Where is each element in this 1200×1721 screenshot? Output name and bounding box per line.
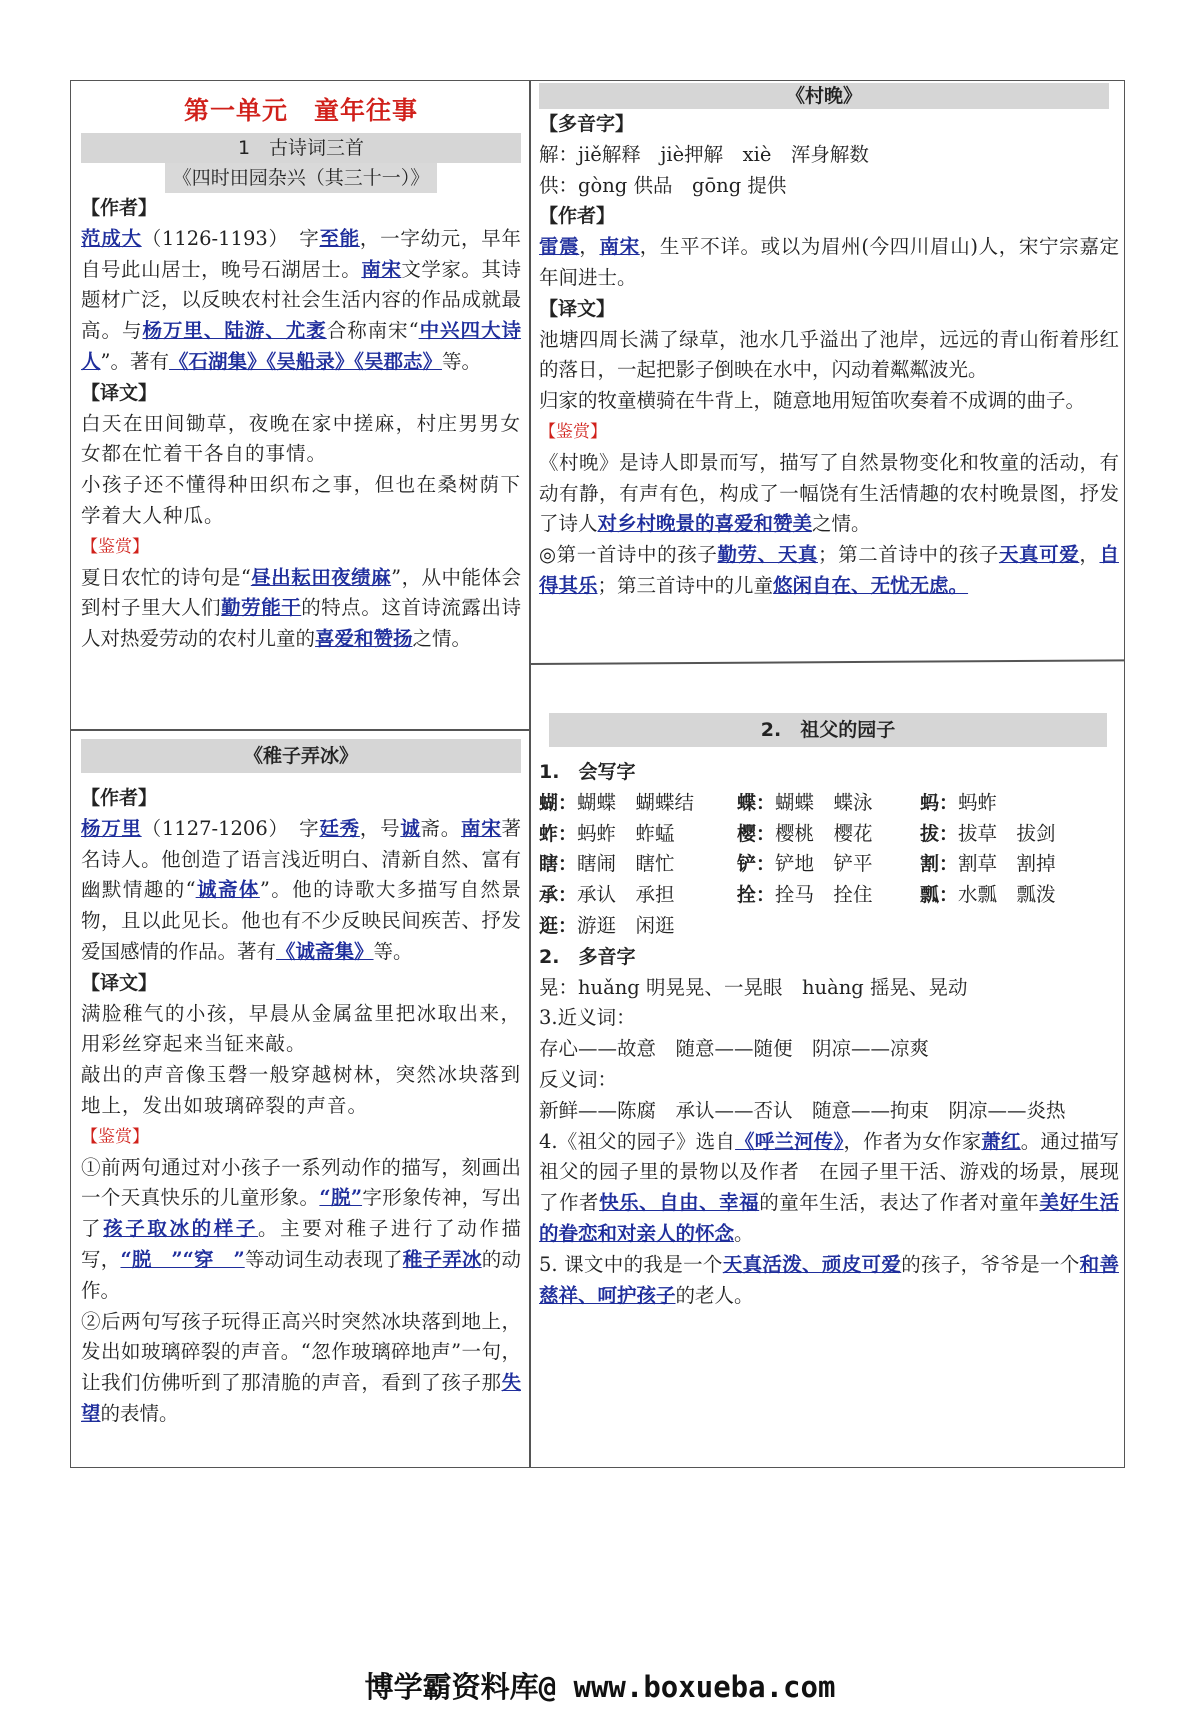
left-section-divider (71, 729, 529, 731)
poem1-translation-2: 小孩子还不懂得种田织布之事，但也在桑树荫下学着大人种瓜。 (81, 473, 521, 527)
poem3-section (539, 83, 1119, 602)
author-name: 范成大 (81, 226, 142, 250)
trait: 勤劳能干 (221, 596, 302, 620)
lesson2-polyphone-heading: 2. 多音字 (539, 945, 636, 968)
key-phrase: 稚子弄冰 (402, 1247, 482, 1271)
author-style: 诚斋体 (195, 878, 260, 902)
words: 蝴蝶 蝴蝶结 (577, 790, 695, 814)
appr-text: 的特点。这首诗流露出诗人对热爱劳动的农村儿童的 (81, 596, 521, 651)
bio-text: ”。著有 (100, 349, 169, 373)
words: 蝴蝶 蝶泳 (775, 790, 873, 814)
lesson2-section (539, 713, 1119, 1311)
item-text: 的童年生活，表达了作者对童年 (759, 1191, 1040, 1215)
author-name: 雷震 (539, 235, 580, 259)
appr-text: 之情。 (812, 512, 871, 536)
key-phrase: 快乐、自由、幸福 (599, 1191, 760, 1215)
appr-text: ”，从中能体会到村子里大人们 (81, 565, 521, 620)
words: 蚂蚱 (958, 790, 998, 814)
poem1-author-heading: 【作者】 (81, 197, 158, 219)
feeling: 喜爱和赞扬 (315, 627, 413, 651)
synonym-heading: 3.近义词： (539, 1006, 636, 1030)
poem1-appreciation (81, 563, 521, 655)
bio-text: ，一字幼元，早年自号此山居士，晚号石湖居士。 (81, 226, 521, 281)
words: 承认 承担 (577, 883, 675, 907)
key-phrase: 自得其乐 (539, 543, 1119, 597)
appr-text: ②后两句写孩子玩得正高兴时突然冰块落到地上，发出如玻璃碎裂的声音。“忽作玻璃碎地声”一句，让我们仿佛听到了那清脆的声音，看到了孩子那 (81, 1309, 521, 1395)
words: 拴马 拴住 (775, 883, 873, 907)
key-phrase: 勤劳、天真 (717, 543, 818, 567)
bio-text: ”。他的诗歌大多描写自然景物，且以此见长。他也有不少反映民间疾苦、抒发爱国感情的作品。著有 (81, 878, 521, 963)
poem3-polyphone-heading: 【多音字】 (539, 113, 635, 135)
poem1-translation-1: 白天在田间锄草，夜晚在家中搓麻，村庄男男女女都在忙着干各自的事情。 (81, 411, 521, 466)
key-phrase: 孩子取冰的样子 (103, 1217, 259, 1241)
zi-label: 字 (299, 226, 320, 250)
item-text: 4.《祖父的园子》选自 (539, 1129, 736, 1153)
write-row (539, 819, 1119, 850)
words: 游逛 闲逛 (577, 913, 675, 937)
words: 瞎闹 瞎忙 (577, 852, 675, 876)
compare-text: ◎第一首诗中的孩子 (539, 543, 718, 567)
char: 铲： (737, 853, 776, 876)
key-phrase: 对乡村晚景的喜爱和赞美 (597, 512, 813, 536)
write-row (539, 880, 1119, 911)
key-phrase: 悠闲自在、无忧无虑。 (773, 573, 969, 597)
bio-text: 文学家。其诗题材广泛，以反映农村社会生活内容的作品成就最高。与 (81, 257, 521, 343)
poem2-translation-2: 敲出的声音像玉磬一般穿越树林，突然冰块落到地上，发出如玻璃碎裂的声音。 (81, 1063, 521, 1117)
key-word: 失望 (81, 1371, 521, 1425)
author-years: （1127-1206） (141, 816, 279, 840)
words: 水瓢 瓢泼 (958, 883, 1056, 907)
hao-label: ，号 (359, 816, 401, 840)
author-zi: 廷秀 (319, 816, 360, 840)
appr-text: 等动词生动表现了 (244, 1247, 403, 1271)
item-text: 。 (734, 1221, 754, 1245)
write-row (539, 849, 1119, 880)
key-phrase: 美好生活的眷恋和对亲人的怀念 (539, 1191, 1119, 1245)
key-phrase: 和善慈祥、呵护孩子 (539, 1252, 1119, 1307)
char: 拔： (920, 822, 959, 845)
compare-text: ；第二首诗中的孩子 (817, 543, 999, 567)
poem3-appreciation (539, 448, 1119, 540)
poem3-translation-2: 归家的牧童横骑在牛背上，随意地用短笛吹奏着不成调的曲子。 (539, 389, 1086, 413)
words: 樱桃 樱花 (775, 821, 873, 845)
lesson2-item-4 (539, 1127, 1119, 1250)
key-verbs: “脱 ”“穿 ” (120, 1247, 245, 1271)
poem1-title: 《四时田园杂兴（其三十一）》 (165, 163, 438, 193)
char: 蝴： (539, 791, 578, 814)
poem2-appreciation-2 (81, 1307, 521, 1430)
item-text: 5. 课文中的我是一个 (539, 1252, 723, 1276)
poem3-author-heading: 【作者】 (539, 205, 616, 228)
poem1-translation-heading: 【译文】 (81, 381, 158, 404)
author-era: 南宋 (461, 816, 502, 840)
poem1-section (81, 89, 521, 655)
poem1-author-bio (81, 224, 521, 378)
poem2-section (81, 739, 521, 1430)
appr-text: 之情。 (412, 627, 472, 651)
author-hao: 诚 (400, 816, 421, 840)
bio-text: 斋。 (420, 816, 461, 840)
synonyms: 存心——故意 随意——随便 阴凉——凉爽 (539, 1037, 930, 1061)
poem3-polyphone-2: 供：gòng 供品 gōng 提供 (539, 173, 787, 197)
appr-text: ①前两句通过对小孩子一系列动作的描写，刻画出一个天真快乐的儿童形象。 (81, 1155, 521, 1210)
author-years: （1126-1193） (141, 226, 279, 250)
words: 铲地 铲平 (775, 852, 873, 876)
bio-text: 等。 (373, 939, 413, 963)
bio-text: 著名诗人。他创造了语言浅近明白、清新自然、富有幽默情趣的“ (81, 816, 521, 902)
key-word: “脱” (319, 1186, 363, 1210)
char: 割： (920, 853, 959, 876)
author-zi: 至能 (319, 226, 360, 250)
footer-watermark: 博学霸资料库@ www.boxueba.com (364, 1670, 836, 1704)
appr-text: 的动作。 (81, 1247, 521, 1302)
poem2-translation-1: 满脸稚气的小孩，早晨从金属盆里把冰取出来，用彩丝穿起来当钲来敲。 (81, 1001, 521, 1056)
poem3-appreciation-heading: 【鉴赏】 (539, 421, 607, 442)
key-phrase: 天真活泼、顽皮可爱 (722, 1252, 902, 1276)
words: 拔草 拔剑 (958, 821, 1056, 845)
unit-title: 第一单元 童年往事 (183, 96, 418, 125)
poem3-polyphone-1: 解：jiě解释 jiè押解 xiè 浑身解数 (539, 142, 869, 166)
poem2-translation-heading: 【译文】 (81, 971, 158, 994)
char: 承： (539, 884, 578, 907)
key-phrase: 天真可爱 (998, 543, 1080, 567)
lesson2-polyphone-1: 晃：huǎng 明晃晃、一晃眼 huàng 摇晃、晃动 (539, 975, 968, 999)
author-peers: 杨万里、陆游、尤袤 (142, 319, 327, 343)
bio-text: 等。 (442, 349, 482, 373)
write-table (539, 788, 1119, 942)
poem2-appreciation-1 (81, 1153, 521, 1307)
author-name: 杨万里 (81, 816, 142, 840)
char: 逛： (539, 914, 578, 937)
lesson2-item-5 (539, 1250, 1119, 1312)
author-works: 《诚斋集》 (276, 939, 374, 963)
page-sheet (70, 80, 1125, 1468)
compare-text: ， (1079, 543, 1100, 567)
write-row (539, 788, 1119, 819)
poem2-author-heading: 【作者】 (81, 787, 158, 809)
poem3-author-bio (539, 232, 1119, 294)
appr-text: 夏日农忙的诗句是“ (81, 565, 251, 589)
author-group: 中兴四大诗人 (81, 319, 521, 373)
item-text: 的孩子，爷爷是一个 (901, 1252, 1080, 1276)
char: 拴： (737, 884, 776, 907)
author-works: 《石湖集》《吴船录》《吴郡志》 (169, 349, 443, 373)
antonym-heading: 反义词： (539, 1067, 618, 1091)
poem3-title: 《村晚》 (539, 83, 1109, 109)
char: 瓢： (920, 884, 959, 907)
lesson1-title: 1 古诗词三首 (81, 133, 521, 163)
write-row (539, 911, 1119, 942)
antonyms: 新鲜——陈腐 承认——否认 随意——拘束 阴凉——炎热 (539, 1098, 1066, 1122)
appr-text: 《村晚》是诗人即景而写，描写了自然景物变化和牧童的活动，有动有静，有声有色，构成了一幅饶有生活情趣的农村晚景图，抒发了诗人 (539, 450, 1119, 536)
author-era: 南宋 (361, 257, 402, 281)
poem3-translation-1: 池塘四周长满了绿草，池水几乎溢出了池岸，远远的青山衔着彤红的落日，一起把影子倒映在水中，闪动着粼粼波光。 (539, 327, 1119, 382)
right-section-divider (530, 659, 1125, 664)
lesson2-title: 2. 祖父的园子 (549, 713, 1107, 747)
char: 蚂： (920, 791, 959, 814)
char: 瞎： (539, 853, 578, 876)
write-heading: 1. 会写字 (539, 761, 636, 783)
appr-text: 字形象传神，写出了 (81, 1186, 521, 1241)
bio-text: ， (579, 235, 600, 259)
compare-text: ；第三首诗中的儿童 (597, 573, 774, 597)
char: 樱： (737, 822, 776, 845)
poem2-appreciation-heading: 【鉴赏】 (81, 1126, 149, 1147)
item-text: ，作者为女作家 (843, 1129, 982, 1153)
author-name: 萧红 (981, 1129, 1021, 1153)
poem2-author-bio (81, 814, 521, 968)
book-title: 《呼兰河传》 (735, 1129, 844, 1153)
author-era: 南宋 (599, 235, 640, 259)
poem1-appreciation-heading: 【鉴赏】 (81, 536, 149, 557)
poem3-translation-heading: 【译文】 (539, 297, 616, 320)
item-text: 。通过描写祖父的园子里的景物以及作者 在园子里干活、游戏的场景，展现了作者 (539, 1129, 1119, 1215)
poem-line: 昼出耘田夜绩麻 (250, 565, 392, 589)
words: 蚂蚱 蚱蜢 (577, 821, 675, 845)
char: 蚱： (539, 822, 578, 845)
appr-text: 。主要对稚子进行了动作描写， (81, 1217, 521, 1271)
zi-label: 字 (299, 816, 320, 840)
poem-comparison (539, 540, 1119, 602)
appr-text: 的表情。 (100, 1401, 179, 1425)
char: 蝶： (737, 791, 776, 814)
column-divider (529, 81, 531, 1467)
words: 割草 割掉 (958, 852, 1056, 876)
bio-text: ，生平不详。或以为眉州(今四川眉山)人，宋宁宗嘉定年间进士。 (539, 235, 1119, 289)
item-text: 的老人。 (675, 1283, 754, 1307)
poem2-title: 《稚子弄冰》 (81, 739, 521, 773)
bio-text: 合称南宋“ (326, 319, 419, 343)
